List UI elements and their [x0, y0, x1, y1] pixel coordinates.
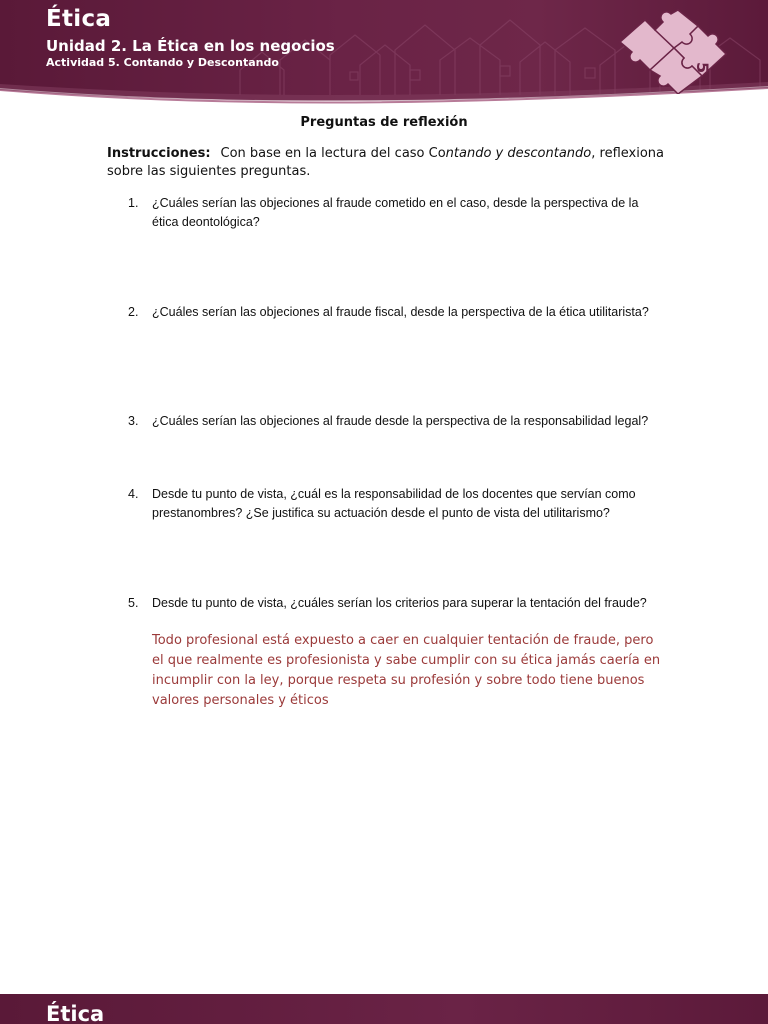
course-title: Ética — [46, 6, 112, 32]
question-number: 1. — [128, 196, 139, 210]
question-1 — [128, 194, 668, 231]
question-5 — [128, 594, 668, 613]
question-text: ¿Cuáles serían las objeciones al fraude desde la perspectiva de la responsabilidad legal? — [152, 414, 649, 428]
question-number: 3. — [128, 414, 139, 428]
puzzle-logo-icon — [600, 2, 740, 94]
instructions-text-italic: ntando y descontando — [445, 146, 592, 161]
instructions — [107, 145, 667, 181]
question-3 — [128, 412, 668, 431]
document-title: Preguntas de reflexión — [300, 115, 468, 130]
question-text: ¿Cuáles serían las objeciones al fraude cometido en el caso, desde la perspectiva de la ética deontológica? — [152, 196, 639, 229]
footer-title: Ética — [46, 1002, 105, 1024]
question-text: Desde tu punto de vista, ¿cuál es la responsabilidad de los docentes que servían como prestanombres? ¿Se justifica su actuación desde el punto de vista del utilitarismo? — [152, 487, 636, 520]
answer-text: Todo profesional está expuesto a caer en cualquier tentación de fraude, pero el que realmente es profesionista y sabe cumplir con su ética jamás caería en incumplir con la ley, porque respeta su profesión y sobre todo tiene buenos valores personales y éticos — [152, 633, 661, 708]
question-text: ¿Cuáles serían las objeciones al fraude fiscal, desde la perspectiva de la ética utilitarista? — [152, 305, 649, 319]
question-number: 4. — [128, 487, 139, 501]
header-banner — [0, 0, 768, 110]
question-number: 5. — [128, 596, 139, 610]
instructions-label: Instrucciones: — [107, 146, 211, 161]
instructions-text-before: Con base en la lectura del caso Co — [220, 146, 446, 161]
instructions-text-after: , reflexiona sobre las siguientes preguntas. — [107, 146, 664, 179]
unit-title: Unidad 2. La Ética en los negocios — [46, 37, 335, 55]
question-number: 2. — [128, 305, 139, 319]
question-text: Desde tu punto de vista, ¿cuáles serían los criterios para superar la tentación del fraude? — [152, 596, 647, 610]
puzzle-number: 5 — [693, 62, 712, 74]
question-2 — [128, 303, 668, 322]
question-4 — [128, 485, 668, 522]
footer-banner — [0, 994, 768, 1024]
footer-background — [0, 994, 768, 1024]
activity-title: Actividad 5. Contando y Descontando — [46, 56, 279, 69]
